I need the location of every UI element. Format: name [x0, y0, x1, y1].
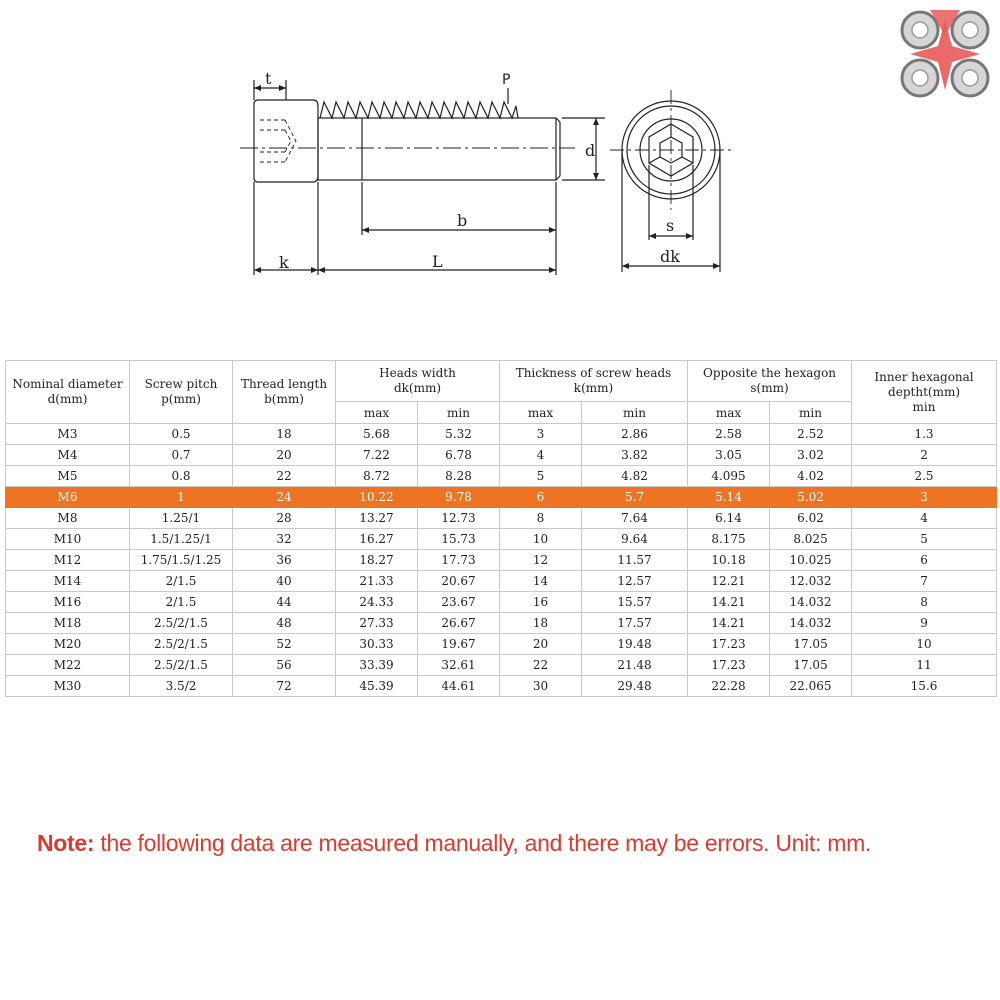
table-cell: 10.22	[336, 487, 418, 508]
table-cell: 5.7	[582, 487, 688, 508]
header-nominal-diameter: Nominal diameter d(mm)	[6, 361, 130, 424]
table-cell: M16	[6, 592, 130, 613]
table-cell: 22	[500, 655, 582, 676]
table-cell: 26.67	[418, 613, 500, 634]
header-thread-length: Thread length b(mm)	[233, 361, 336, 424]
table-cell: 23.67	[418, 592, 500, 613]
table-cell: 10.025	[770, 550, 852, 571]
table-cell: M20	[6, 634, 130, 655]
table-row	[6, 634, 997, 655]
table-cell: 12	[500, 550, 582, 571]
table-cell: 6.78	[418, 445, 500, 466]
table-cell: 1.75/1.5/1.25	[130, 550, 233, 571]
table-cell: 8.025	[770, 529, 852, 550]
table-cell: 72	[233, 676, 336, 697]
header-screw-pitch: Screw pitch p(mm)	[130, 361, 233, 424]
table-row	[6, 487, 997, 508]
subheader-min: min	[770, 402, 852, 424]
table-cell: 19.67	[418, 634, 500, 655]
table-cell: 5	[500, 466, 582, 487]
table-cell: 4	[500, 445, 582, 466]
table-cell: 6.02	[770, 508, 852, 529]
table-cell: 2.58	[688, 424, 770, 445]
table-cell: M4	[6, 445, 130, 466]
table-cell: 1.25/1	[130, 508, 233, 529]
table-cell: 4.82	[582, 466, 688, 487]
header-hexagon: Opposite the hexagon s(mm)	[688, 361, 852, 402]
table-cell: 18	[233, 424, 336, 445]
table-cell: 20	[233, 445, 336, 466]
table-cell: 6	[500, 487, 582, 508]
table-cell: 2.5/2/1.5	[130, 613, 233, 634]
table-cell: 44.61	[418, 676, 500, 697]
table-cell: 14.21	[688, 592, 770, 613]
table-cell: 24	[233, 487, 336, 508]
table-cell: 12.032	[770, 571, 852, 592]
table-cell: 30	[500, 676, 582, 697]
table-row	[6, 571, 997, 592]
table-cell: 16	[500, 592, 582, 613]
table-cell: 12.21	[688, 571, 770, 592]
table-cell: 2/1.5	[130, 592, 233, 613]
table-cell: 10	[500, 529, 582, 550]
table-cell: M18	[6, 613, 130, 634]
table-cell: M8	[6, 508, 130, 529]
table-cell: 14.032	[770, 592, 852, 613]
table-cell: 17.23	[688, 655, 770, 676]
table-cell: 17.57	[582, 613, 688, 634]
table-cell: 15.73	[418, 529, 500, 550]
note-label: Note:	[37, 830, 95, 856]
subheader-max: max	[500, 402, 582, 424]
table-cell: 18.27	[336, 550, 418, 571]
table-cell: 13.27	[336, 508, 418, 529]
subheader-min: min	[582, 402, 688, 424]
spec-table-body	[6, 424, 997, 697]
table-row	[6, 424, 997, 445]
table-cell: 0.8	[130, 466, 233, 487]
table-cell: 2.5/2/1.5	[130, 634, 233, 655]
table-cell: 21.48	[582, 655, 688, 676]
table-cell: 29.48	[582, 676, 688, 697]
table-cell: 20.67	[418, 571, 500, 592]
table-cell: 30.33	[336, 634, 418, 655]
table-cell: 3.05	[688, 445, 770, 466]
header-heads-width: Heads width dk(mm)	[336, 361, 500, 402]
table-cell: 8.28	[418, 466, 500, 487]
table-cell: 9.64	[582, 529, 688, 550]
table-row	[6, 613, 997, 634]
table-cell: 10.18	[688, 550, 770, 571]
table-cell: 14.21	[688, 613, 770, 634]
table-cell: 0.5	[130, 424, 233, 445]
table-cell: 11.57	[582, 550, 688, 571]
table-row	[6, 676, 997, 697]
table-cell: 2.5	[852, 466, 997, 487]
table-cell: 3.5/2	[130, 676, 233, 697]
table-cell: 19.48	[582, 634, 688, 655]
table-cell: 27.33	[336, 613, 418, 634]
header-inner-hex-depth: Inner hexagonal deptht(mm) min	[852, 361, 997, 424]
table-cell: 18	[500, 613, 582, 634]
label-p: P	[502, 72, 511, 88]
table-cell: 33.39	[336, 655, 418, 676]
table-cell: 2.86	[582, 424, 688, 445]
table-cell: 5	[852, 529, 997, 550]
table-cell: 56	[233, 655, 336, 676]
table-cell: 1	[130, 487, 233, 508]
table-cell: M30	[6, 676, 130, 697]
table-row	[6, 445, 997, 466]
table-cell: 7.64	[582, 508, 688, 529]
table-cell: 5.32	[418, 424, 500, 445]
table-cell: 11	[852, 655, 997, 676]
table-cell: 3	[852, 487, 997, 508]
screw-spec-table	[5, 360, 997, 697]
table-cell: 9	[852, 613, 997, 634]
table-cell: 2.52	[770, 424, 852, 445]
label-t: t	[265, 69, 272, 88]
table-cell: M14	[6, 571, 130, 592]
table-cell: M10	[6, 529, 130, 550]
table-cell: 8.175	[688, 529, 770, 550]
table-cell: 17.05	[770, 655, 852, 676]
table-cell: M12	[6, 550, 130, 571]
table-cell: 1.3	[852, 424, 997, 445]
label-l: L	[432, 252, 443, 271]
subheader-min: min	[418, 402, 500, 424]
table-cell: 6	[852, 550, 997, 571]
table-cell: 9.78	[418, 487, 500, 508]
label-d: d	[585, 141, 596, 160]
table-cell: 24.33	[336, 592, 418, 613]
table-row	[6, 466, 997, 487]
table-cell: 22.28	[688, 676, 770, 697]
table-cell: 32	[233, 529, 336, 550]
table-cell: 5.68	[336, 424, 418, 445]
table-cell: 3.02	[770, 445, 852, 466]
label-b: b	[457, 211, 468, 230]
thread-teeth	[320, 102, 518, 118]
table-cell: 2	[852, 445, 997, 466]
quadcopter-drone-icon	[890, 0, 1000, 110]
table-cell: 17.73	[418, 550, 500, 571]
header-head-thickness: Thickness of screw heads k(mm)	[500, 361, 688, 402]
table-cell: 12.57	[582, 571, 688, 592]
table-cell: 6.14	[688, 508, 770, 529]
table-cell: M22	[6, 655, 130, 676]
table-cell: 45.39	[336, 676, 418, 697]
table-cell: M3	[6, 424, 130, 445]
table-cell: 2/1.5	[130, 571, 233, 592]
measurement-note	[37, 830, 967, 857]
table-cell: 21.33	[336, 571, 418, 592]
table-cell: 22.065	[770, 676, 852, 697]
table-cell: 16.27	[336, 529, 418, 550]
table-cell: 48	[233, 613, 336, 634]
note-text: the following data are measured manually, and there may be errors. Unit: mm.	[94, 830, 872, 856]
table-cell: 15.57	[582, 592, 688, 613]
table-cell: M6	[6, 487, 130, 508]
subheader-max: max	[336, 402, 418, 424]
table-row	[6, 508, 997, 529]
label-dk: dk	[660, 247, 680, 266]
table-cell: 3.82	[582, 445, 688, 466]
table-row	[6, 550, 997, 571]
table-cell: M5	[6, 466, 130, 487]
table-cell: 36	[233, 550, 336, 571]
hex-socket-hidden-lines	[260, 120, 296, 162]
table-cell: 40	[233, 571, 336, 592]
table-cell: 17.05	[770, 634, 852, 655]
table-cell: 1.5/1.25/1	[130, 529, 233, 550]
table-cell: 4.095	[688, 466, 770, 487]
table-cell: 0.7	[130, 445, 233, 466]
table-cell: 2.5/2/1.5	[130, 655, 233, 676]
table-cell: 8	[500, 508, 582, 529]
table-cell: 15.6	[852, 676, 997, 697]
table-cell: 8.72	[336, 466, 418, 487]
table-cell: 8	[852, 592, 997, 613]
table-cell: 7.22	[336, 445, 418, 466]
table-cell: 20	[500, 634, 582, 655]
screw-technical-drawing	[0, 0, 1000, 320]
label-k: k	[279, 253, 289, 272]
table-cell: 4.02	[770, 466, 852, 487]
table-cell: 12.73	[418, 508, 500, 529]
table-cell: 4	[852, 508, 997, 529]
table-cell: 3	[500, 424, 582, 445]
table-row	[6, 592, 997, 613]
table-cell: 32.61	[418, 655, 500, 676]
table-cell: 5.02	[770, 487, 852, 508]
table-cell: 10	[852, 634, 997, 655]
table-cell: 52	[233, 634, 336, 655]
label-s: s	[666, 216, 675, 235]
table-cell: 14.032	[770, 613, 852, 634]
table-row	[6, 529, 997, 550]
table-cell: 22	[233, 466, 336, 487]
table-cell: 5.14	[688, 487, 770, 508]
screw-shank	[318, 118, 556, 180]
table-cell: 7	[852, 571, 997, 592]
table-cell: 28	[233, 508, 336, 529]
table-cell: 44	[233, 592, 336, 613]
table-cell: 14	[500, 571, 582, 592]
table-row	[6, 655, 997, 676]
screw-head-outline	[254, 100, 318, 182]
subheader-max: max	[688, 402, 770, 424]
table-cell: 17.23	[688, 634, 770, 655]
